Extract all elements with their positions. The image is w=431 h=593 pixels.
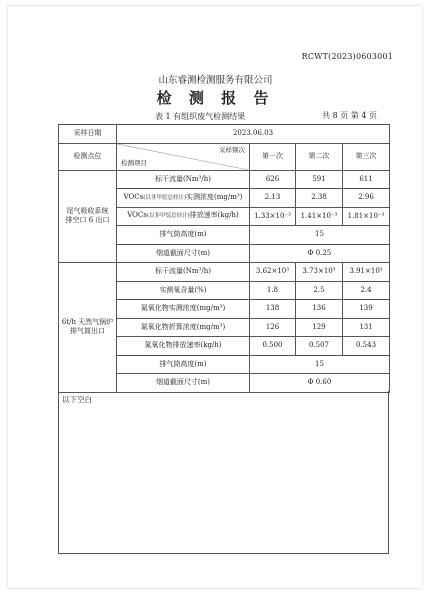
item-cell: 标干流量(Nm³/h)	[117, 263, 250, 282]
item-cell: 氮氧化物折算浓度(mg/m³)	[117, 318, 250, 337]
value-cell: 1.41×10⁻³	[296, 207, 343, 226]
value-cell: 2.13	[250, 189, 296, 208]
value-cell: 0.500	[250, 337, 296, 356]
value-cell: 1.81×10⁻³	[343, 207, 390, 226]
item-part: (以非甲烷总烃计)	[143, 194, 187, 201]
item-part: 实测浓度(mg/m³)	[186, 192, 243, 201]
company-name: 山东睿测检测服务有限公司	[158, 75, 273, 86]
item-cell: 烟道截面尺寸(m)	[117, 244, 250, 263]
merged-value-cell: 15	[250, 355, 390, 374]
blank-area	[58, 391, 389, 554]
date-label: 采样日期	[59, 125, 117, 144]
value-cell: 1.8	[250, 281, 296, 300]
item-label: 检测项目	[121, 158, 147, 167]
value-cell: 0.507	[296, 337, 343, 356]
item-cell: 氮氧化物实测浓度(mg/m³)	[117, 300, 250, 319]
item-cell	[117, 207, 250, 226]
table-row	[59, 170, 390, 189]
col-header-2: 第二次	[296, 143, 343, 170]
value-cell: 2.96	[343, 189, 390, 208]
item-cell: 排气筒高度(m)	[117, 355, 250, 374]
value-cell: 139	[343, 300, 390, 319]
item-part: VOCs	[123, 192, 144, 201]
point-name-2	[59, 263, 117, 393]
column-header-row	[59, 143, 390, 170]
item-cell: 实测氧含量(%)	[117, 281, 250, 300]
value-cell: 0.543	[343, 337, 390, 356]
item-part: (以非甲烷总烃计)	[146, 213, 190, 220]
value-cell: 129	[296, 318, 343, 337]
point-label: 检测点位	[59, 143, 117, 170]
item-cell: 氮氧化物排放速率(kg/h)	[117, 337, 250, 356]
col-header-1: 第一次	[250, 143, 296, 170]
report-title: 检 测 报 告	[156, 89, 275, 107]
item-cell: 烟道截面尺寸(m)	[117, 374, 250, 393]
report-number: RCWT(2023)0603001	[301, 52, 393, 61]
diagonal-header-cell	[117, 143, 250, 170]
value-cell: 131	[343, 318, 390, 337]
value-cell: 2.38	[296, 189, 343, 208]
item-part: VOCs	[127, 211, 147, 220]
results-table	[58, 124, 390, 393]
value-cell: 2.4	[343, 281, 390, 300]
col-header-3: 第三次	[343, 143, 390, 170]
frequency-label: 采样频次	[219, 145, 245, 154]
merged-value-cell: Φ 0.60	[250, 374, 390, 393]
page-indicator: 共 8 页 第 4 页	[322, 111, 377, 120]
point-name-1-line2: 排空口 6 出口	[65, 216, 110, 225]
merged-value-cell: 15	[250, 226, 390, 245]
point-name-2-line2: 排气筒出口	[70, 327, 105, 336]
item-cell	[117, 189, 250, 208]
value-cell: 2.5	[296, 281, 343, 300]
value-cell: 611	[343, 170, 390, 189]
value-cell: 591	[296, 170, 343, 189]
blank-note: 以下空白	[62, 395, 92, 404]
point-name-2-line1: 6t/h 天然气锅炉	[61, 318, 114, 327]
value-cell: 138	[250, 300, 296, 319]
item-cell: 排气筒高度(m)	[117, 226, 250, 245]
point-name-1	[59, 170, 117, 263]
merged-value-cell: Φ 0.25	[250, 244, 390, 263]
value-cell: 3.73×10³	[296, 263, 343, 282]
value-cell: 136	[296, 300, 343, 319]
date-row	[59, 125, 390, 144]
item-part: 排放速率(kg/h)	[189, 211, 239, 220]
value-cell: 626	[250, 170, 296, 189]
value-cell: 1.33×10⁻³	[250, 207, 296, 226]
table-caption: 表 1 有组织废气检测结果	[155, 112, 246, 121]
value-cell: 3.91×10³	[343, 263, 390, 282]
value-cell: 126	[250, 318, 296, 337]
point-name-1-line1: 尾气吸收系统	[66, 207, 109, 216]
item-cell: 标干流量(Nm³/h)	[117, 170, 250, 189]
value-cell: 3.62×10³	[250, 263, 296, 282]
table-row	[59, 263, 390, 282]
date-value: 2023.06.03	[117, 125, 390, 144]
